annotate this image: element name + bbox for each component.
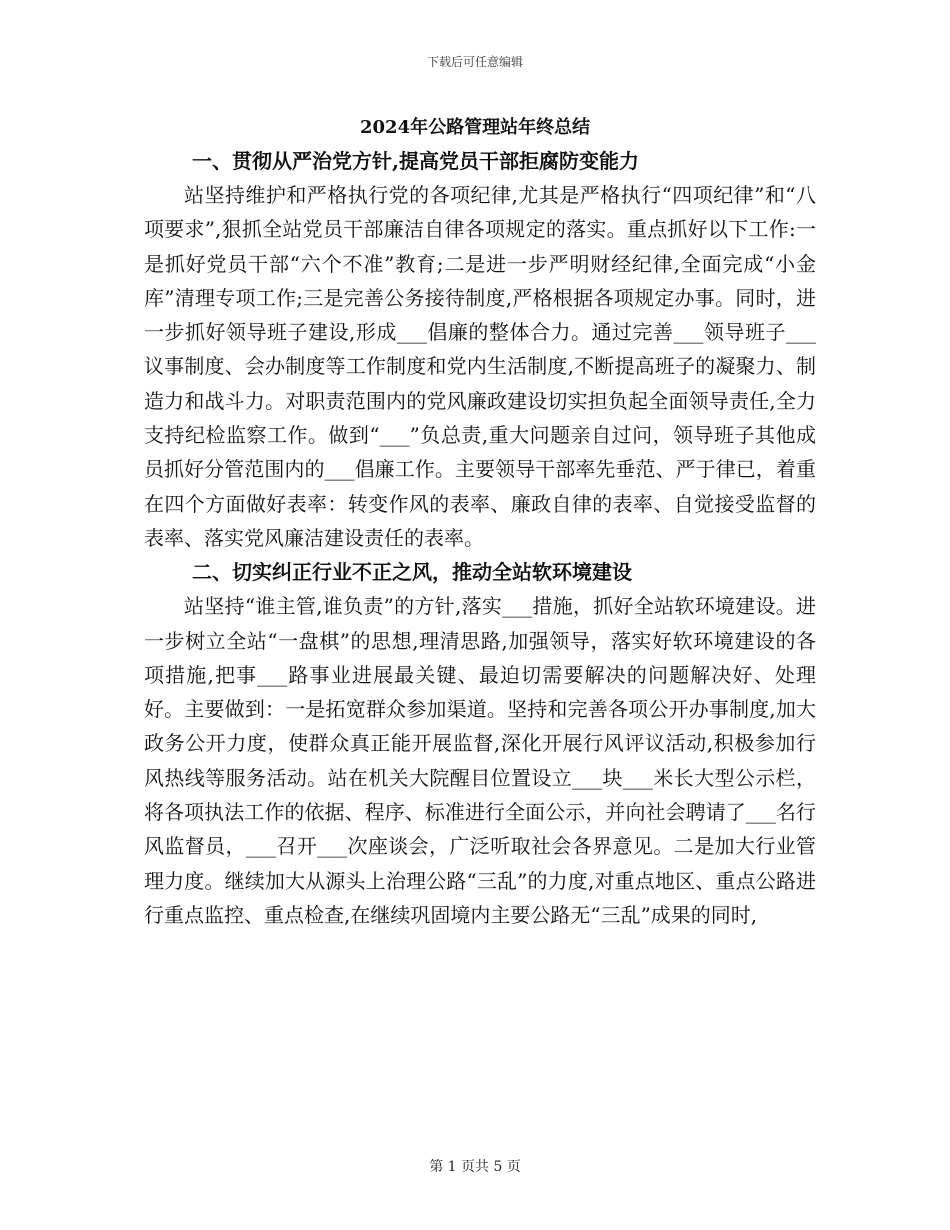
header-note: 下载后可任意编辑 [426,55,523,69]
section-paragraph-1: 站坚持维护和严格执行党的各项纪律,尤其是严格执行“四项纪律”和“八项要求”,狠抓全站党员干部廉洁自律各项规定的落实。重点抓好以下工作:一是抓好党员干部“六个不准”教育;二是进一步严明财经纪律,全面完成“小金库”清理专项工作;三是完善公务接待制度,严格根据各项规定办事。同时，进一步抓好领导班子建设,形成___倡廉的整体合力。通过完善___领导班子___议事制度、会办制度等工作制度和党内生活制度,不断提高班子的凝聚力、制造力和战斗力。对职责范围内的党风廉政建设切实担负起全面领导责任,全力支持纪检监察工作。做到“___”负总责,重大问题亲自过问，领导班子其他成员抓好分管范围内的___倡廉工作。主要领导干部率先垂范、严于律已，着重在四个方面做好表率：转变作风的表率、廉政自律的表率、自觉接受监督的表率、落实党风廉洁建设责任的表率。 [144,183,816,550]
document-body [144,112,816,932]
section-heading-2: 二、切实纠正行业不正之风，推动全站软环境建设 [192,560,632,585]
document-title: 2024年公路管理站年终总结 [360,117,591,138]
page-footer: 第 1 页共 5 页 [429,1159,521,1175]
section-heading-1: 一、贯彻从严治党方针,提高党员干部拒腐防变能力 [192,149,639,173]
section-paragraph-2: 站坚持“谁主管,谁负责”的方针,落实___措施，抓好全站软环境建设。进一步树立全站“一盘棋”的思想,理清思路,加强领导，落实好软环境建设的各项措施,把事___路事业进展最关键、最迫切需要解决的问题解决好、处理好。主要做到：一是拓宽群众参加渠道。坚持和完善各项公开办事制度,加大政务公开力度，使群众真正能开展监督,深化开展行风评议活动,积极参加行风热线等服务活动。站在机关大院醒目位置设立___块___米长大型公示栏，将各项执法工作的依据、程序、标准进行全面公示，并向社会聘请了___名行风监督员，___召开___次座谈会，广泛听取社会各界意见。二是加大行业管理力度。继续加大从源头上治理公路“三乱”的力度,对重点地区、重点公路进行重点监控、重点检查,在继续巩固境内主要公路无“三乱”成果的同时, [144,594,816,927]
